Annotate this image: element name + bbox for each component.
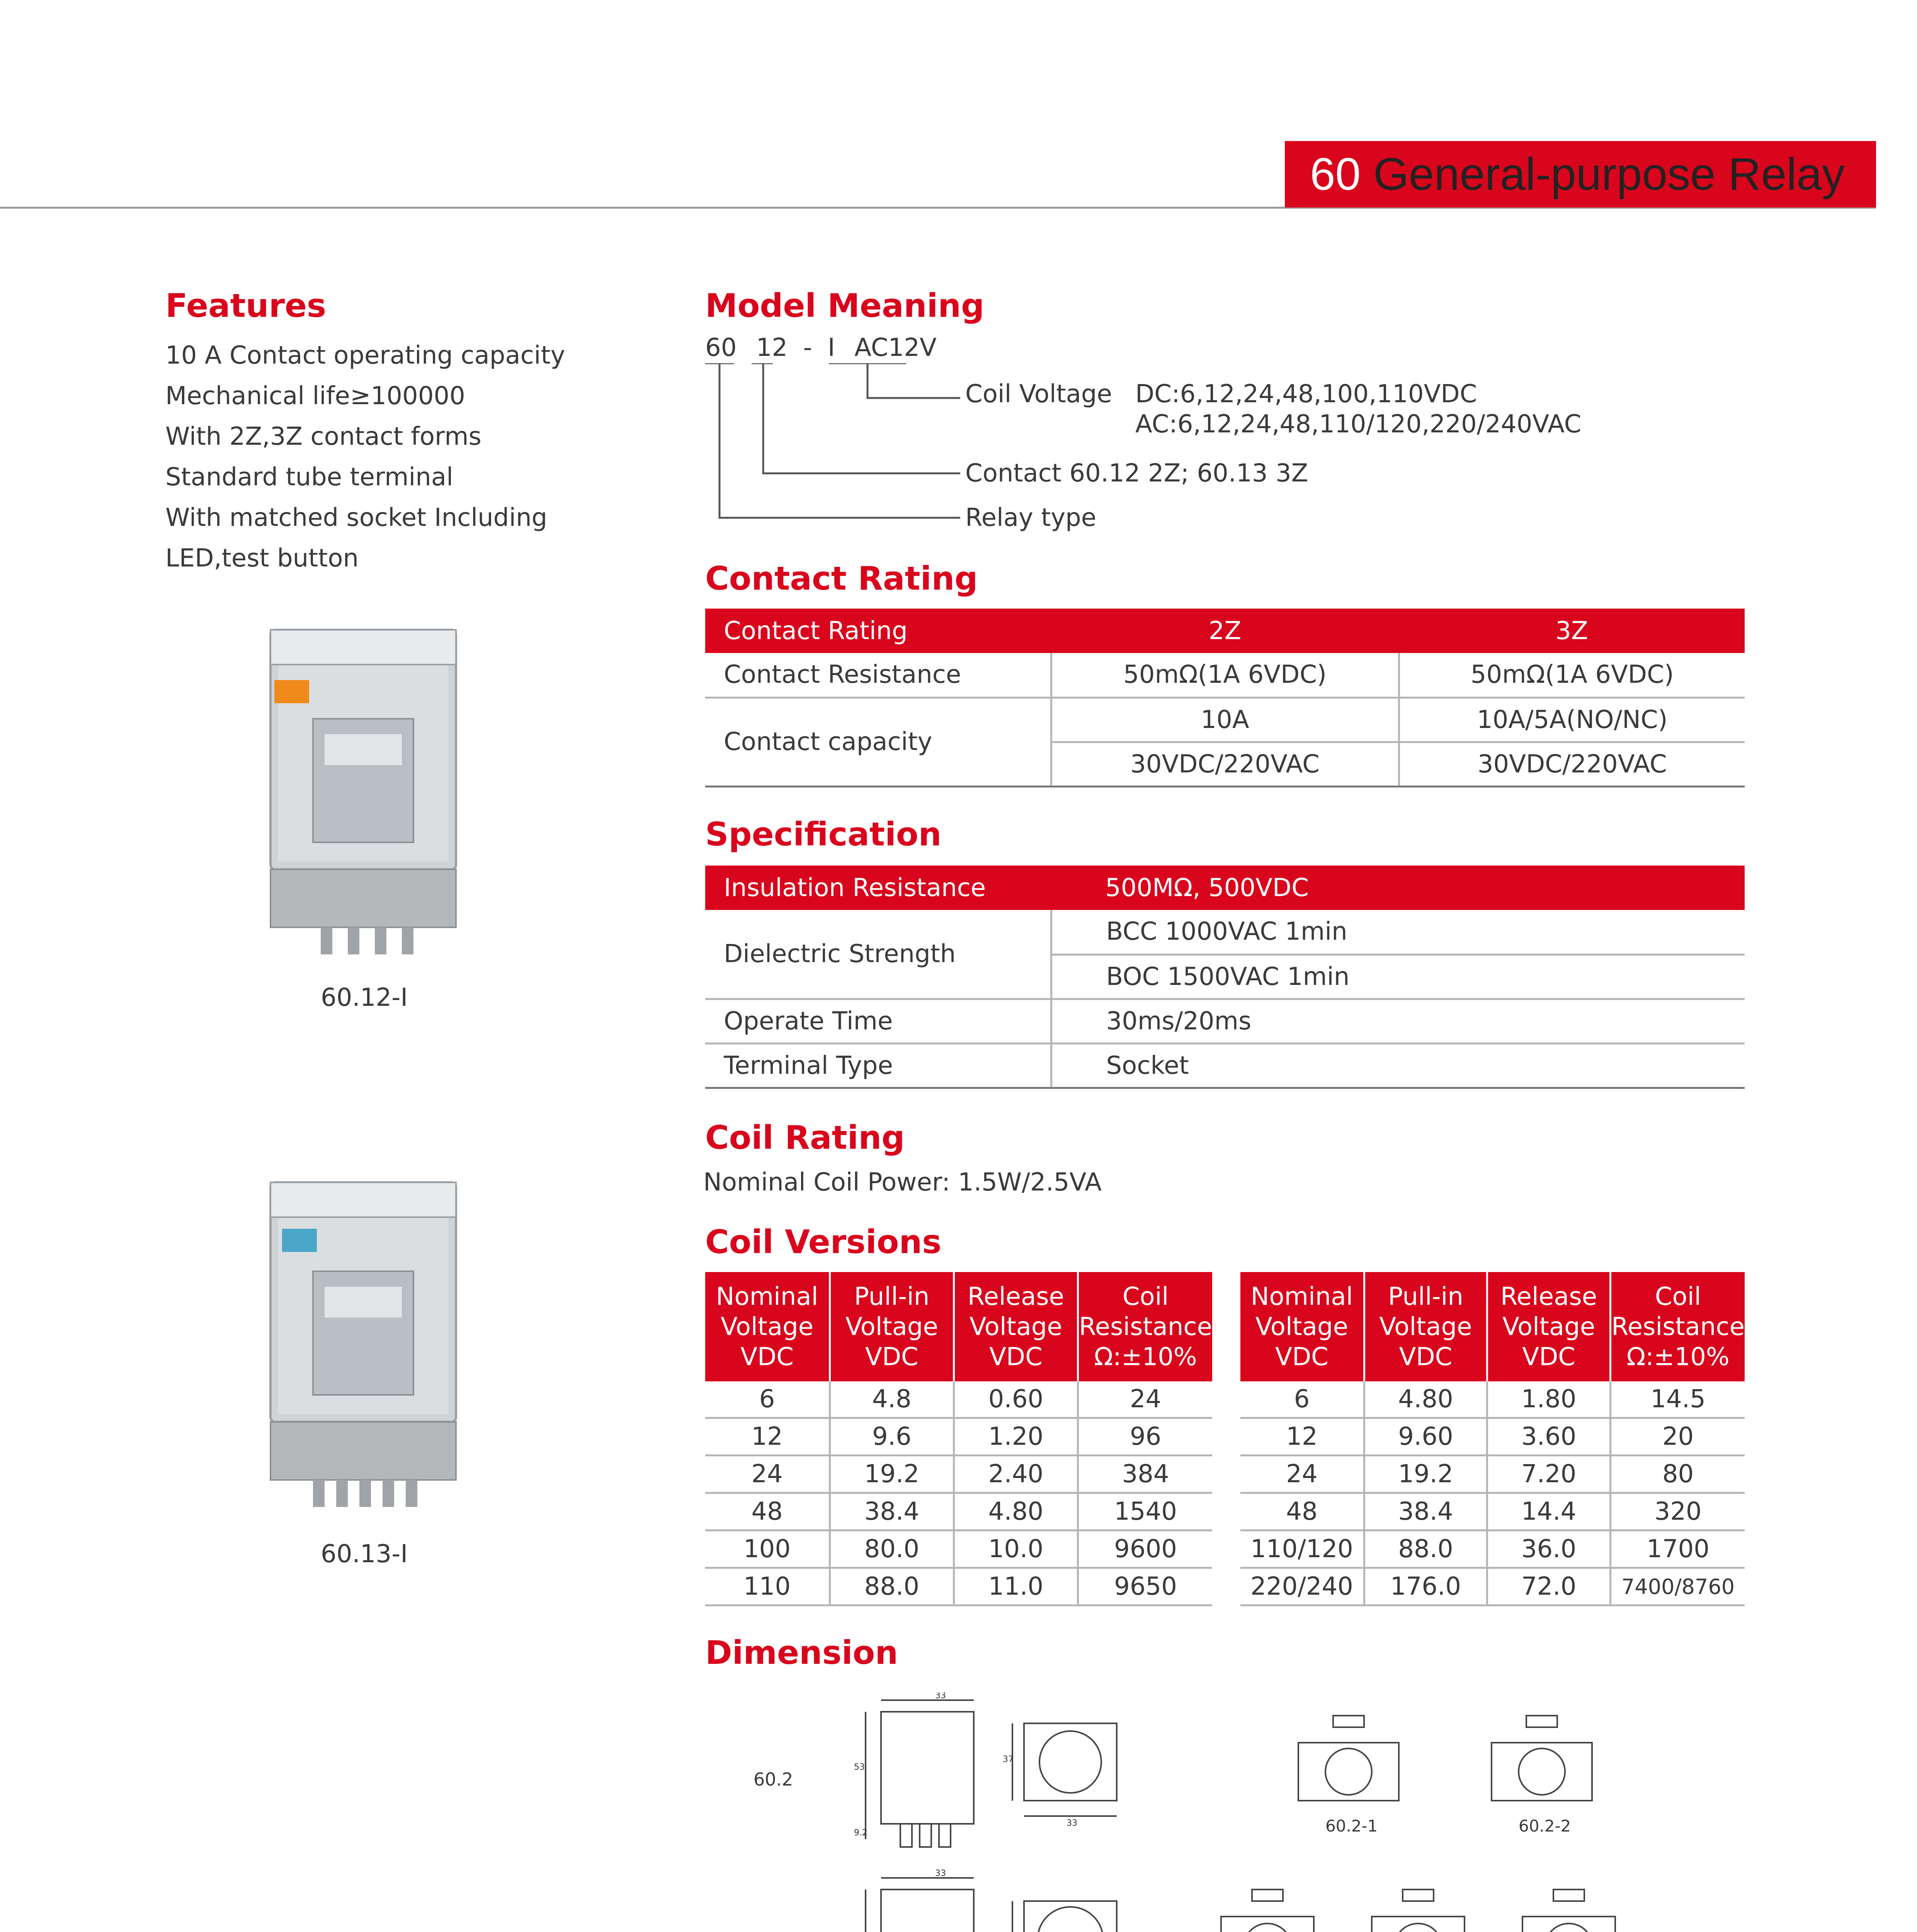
relay-60-13-image [255, 1171, 471, 1519]
dim-side: 53 [854, 1762, 865, 1772]
table-cell: 24 [705, 1456, 830, 1493]
table-row [705, 999, 1745, 1043]
table-cell: BCC 1000VAC 1min [1051, 910, 1745, 954]
table-cell: 2.40 [954, 1456, 1078, 1493]
table-cell: 19.2 [1364, 1456, 1487, 1493]
table-cell: 80 [1611, 1456, 1745, 1493]
ac-rows [1240, 1381, 1745, 1605]
model-meaning-leader-lines [705, 363, 976, 526]
table-cell: 176.0 [1364, 1568, 1487, 1605]
coil-voltage-ac: AC:6,12,24,48,110/120,220/240VAC [1135, 410, 1582, 439]
contact-meaning: Contact 60.12 2Z; 60.13 3Z [965, 459, 1308, 488]
table-row [705, 1493, 1212, 1531]
table-row [1240, 1531, 1745, 1568]
table-cell: 50mΩ(1A 6VDC) [1399, 653, 1745, 697]
table-row [1240, 1418, 1745, 1456]
code-contact: 12 [756, 333, 788, 362]
row-label: Dielectric Strength [705, 910, 1051, 999]
table-cell: 10A/5A(NO/NC) [1399, 697, 1745, 742]
dc-rows [705, 1381, 1212, 1605]
table-cell: 80.0 [830, 1531, 954, 1568]
title-text: General-purpose Relay [1373, 149, 1845, 200]
table-cell: 1540 [1078, 1493, 1212, 1531]
code-series: 60 [705, 333, 737, 362]
table-header-cell: 2Z [1051, 609, 1399, 653]
table-cell: 48 [1240, 1493, 1364, 1531]
coil-versions-heading: Coil Versions [705, 1223, 942, 1261]
table-cell: 50mΩ(1A 6VDC) [1051, 653, 1399, 697]
table-row [1240, 1568, 1745, 1605]
table-cell: 9.6 [830, 1418, 954, 1456]
table-cell: 384 [1078, 1456, 1212, 1493]
specification-table [705, 866, 1745, 1089]
dimension-label: 60.2 [754, 1769, 793, 1790]
table-cell: 6 [1240, 1381, 1364, 1418]
table-header-cell: Contact Rating [705, 609, 1051, 653]
table-cell: 220/240 [1240, 1568, 1364, 1605]
socket-label: 60.2-1 [1325, 1816, 1378, 1835]
table-row [705, 1531, 1212, 1568]
coil-versions-ac-table [1240, 1272, 1745, 1606]
table-cell: 11.0 [954, 1568, 1078, 1605]
table-header-cell: Release Voltage VDC [954, 1272, 1078, 1381]
relay-60-12-image [255, 618, 471, 966]
coil-voltage-label: Coil Voltage [965, 380, 1112, 408]
table-cell: 14.4 [1487, 1493, 1611, 1531]
table-cell: 20 [1611, 1418, 1745, 1456]
feature-item: Mechanical life≥100000 [165, 382, 465, 410]
socket-label: 60.2-2 [1519, 1816, 1571, 1835]
dim-pin: 9.2 [854, 1828, 867, 1838]
row-label: Operate Time [705, 999, 1051, 1043]
table-header-cell: Pull-in Voltage VDC [830, 1272, 954, 1381]
code-dash: - [803, 333, 812, 362]
page-title [1310, 141, 1845, 207]
table-cell: 10A [1051, 697, 1399, 742]
table-row [705, 653, 1745, 697]
table-cell: 88.0 [830, 1568, 954, 1605]
table-cell: 88.0 [1364, 1531, 1487, 1568]
table-cell: 30VDC/220VAC [1399, 742, 1745, 786]
table-cell: 72.0 [1487, 1568, 1611, 1605]
table-cell: 110 [705, 1568, 830, 1605]
table-row [1240, 1493, 1745, 1531]
feature-item: With 2Z,3Z contact forms [165, 422, 481, 451]
feature-item: With matched socket Including [165, 503, 548, 532]
contact-rating-heading: Contact Rating [705, 560, 978, 597]
table-row [705, 1043, 1745, 1088]
coil-voltage-dc: DC:6,12,24,48,100,110VDC [1135, 380, 1477, 408]
product-label: 60.13-I [321, 1540, 408, 1568]
row-label: Contact Resistance [705, 653, 1051, 697]
model-number: 60 [1310, 149, 1361, 200]
features-list [165, 335, 565, 579]
table-cell: 12 [1240, 1418, 1364, 1456]
nominal-coil-power: Nominal Coil Power: 1.5W/2.5VA [703, 1168, 1102, 1197]
model-code [705, 332, 937, 363]
feature-item: Standard tube terminal [165, 463, 453, 492]
table-row [705, 1418, 1212, 1456]
table-cell: 4.8 [830, 1381, 954, 1418]
table-header-cell: Nominal Voltage VDC [705, 1272, 830, 1381]
product-label: 60.12-I [321, 983, 408, 1012]
table-cell: 96 [1078, 1418, 1212, 1456]
table-cell: 9650 [1078, 1568, 1212, 1605]
table-cell: 1.20 [954, 1418, 1078, 1456]
table-cell: BOC 1500VAC 1min [1051, 954, 1745, 999]
table-cell: 320 [1611, 1493, 1745, 1531]
table-header-row [705, 866, 1745, 910]
table-cell: Socket [1051, 1043, 1745, 1088]
features-heading: Features [165, 287, 326, 325]
contact-rating-table [705, 609, 1745, 787]
table-header-cell: Coil Resistance Ω:±10% [1611, 1272, 1745, 1381]
table-row [705, 1568, 1212, 1605]
table-cell: 24 [1240, 1456, 1364, 1493]
table-row [1240, 1456, 1745, 1493]
table-cell: 38.4 [830, 1493, 954, 1531]
table-cell: 9.60 [1364, 1418, 1487, 1456]
table-cell: 100 [705, 1531, 830, 1568]
dim-top: 33 [935, 1869, 946, 1878]
model-meaning-heading: Model Meaning [705, 287, 985, 325]
code-voltage: AC12V [854, 333, 937, 362]
dim-socket-w: 33 [1067, 1818, 1077, 1828]
table-row [705, 910, 1745, 954]
table-cell: 10.0 [954, 1531, 1078, 1568]
table-header-cell: Pull-in Voltage VDC [1364, 1272, 1487, 1381]
table-cell: 3.60 [1487, 1418, 1611, 1456]
table-cell: 30ms/20ms [1051, 999, 1745, 1043]
table-cell: 30VDC/220VAC [1051, 742, 1399, 786]
table-cell: 12 [705, 1418, 830, 1456]
dimension-heading: Dimension [705, 1634, 898, 1672]
table-cell: 1.80 [1487, 1381, 1611, 1418]
table-cell: 19.2 [830, 1456, 954, 1493]
test-button-icon [282, 1229, 317, 1252]
table-header-row [1240, 1272, 1745, 1381]
table-cell: 38.4 [1364, 1493, 1487, 1531]
table-header-cell: Release Voltage VDC [1487, 1272, 1611, 1381]
dim-socket-h: 37 [1003, 1755, 1014, 1764]
table-row [705, 1381, 1212, 1418]
coil-versions-dc-table [705, 1272, 1212, 1606]
table-header-row [705, 609, 1745, 653]
table-cell: 24 [1078, 1381, 1212, 1418]
feature-item: 10 A Contact operating capacity [165, 341, 565, 370]
table-header-cell: 3Z [1399, 609, 1745, 653]
specification-heading: Specification [705, 815, 942, 853]
table-header-row [705, 1272, 1212, 1381]
table-cell: 6 [705, 1381, 830, 1418]
table-cell: 14.5 [1611, 1381, 1745, 1418]
table-cell: 500MΩ, 500VDC [1051, 866, 1745, 910]
table-cell: 4.80 [1364, 1381, 1487, 1418]
table-cell: 9600 [1078, 1531, 1212, 1568]
dim-top: 33 [935, 1692, 946, 1701]
row-label: Terminal Type [705, 1043, 1051, 1088]
coil-rating-heading: Coil Rating [705, 1119, 905, 1156]
table-row [1240, 1381, 1745, 1418]
feature-item: LED,test button [165, 544, 359, 573]
table-row [705, 1456, 1212, 1493]
row-label: Insulation Resistance [705, 866, 1051, 910]
table-cell: 36.0 [1487, 1531, 1611, 1568]
table-header-cell: Nominal Voltage VDC [1240, 1272, 1364, 1381]
table-cell: 0.60 [954, 1381, 1078, 1418]
table-cell: 110/120 [1240, 1531, 1364, 1568]
table-row [705, 697, 1745, 742]
dimension-drawings [842, 1692, 1917, 1932]
table-header-cell: Coil Resistance Ω:±10% [1078, 1272, 1212, 1381]
code-type: I [828, 333, 835, 362]
relay-type-meaning: Relay type [965, 503, 1097, 532]
table-cell: 7400/8760 [1611, 1568, 1745, 1605]
row-label: Contact capacity [705, 697, 1051, 786]
table-cell: 4.80 [954, 1493, 1078, 1531]
table-cell: 1700 [1611, 1531, 1745, 1568]
table-cell: 48 [705, 1493, 830, 1531]
test-button-icon [274, 680, 309, 703]
table-cell: 7.20 [1487, 1456, 1611, 1493]
